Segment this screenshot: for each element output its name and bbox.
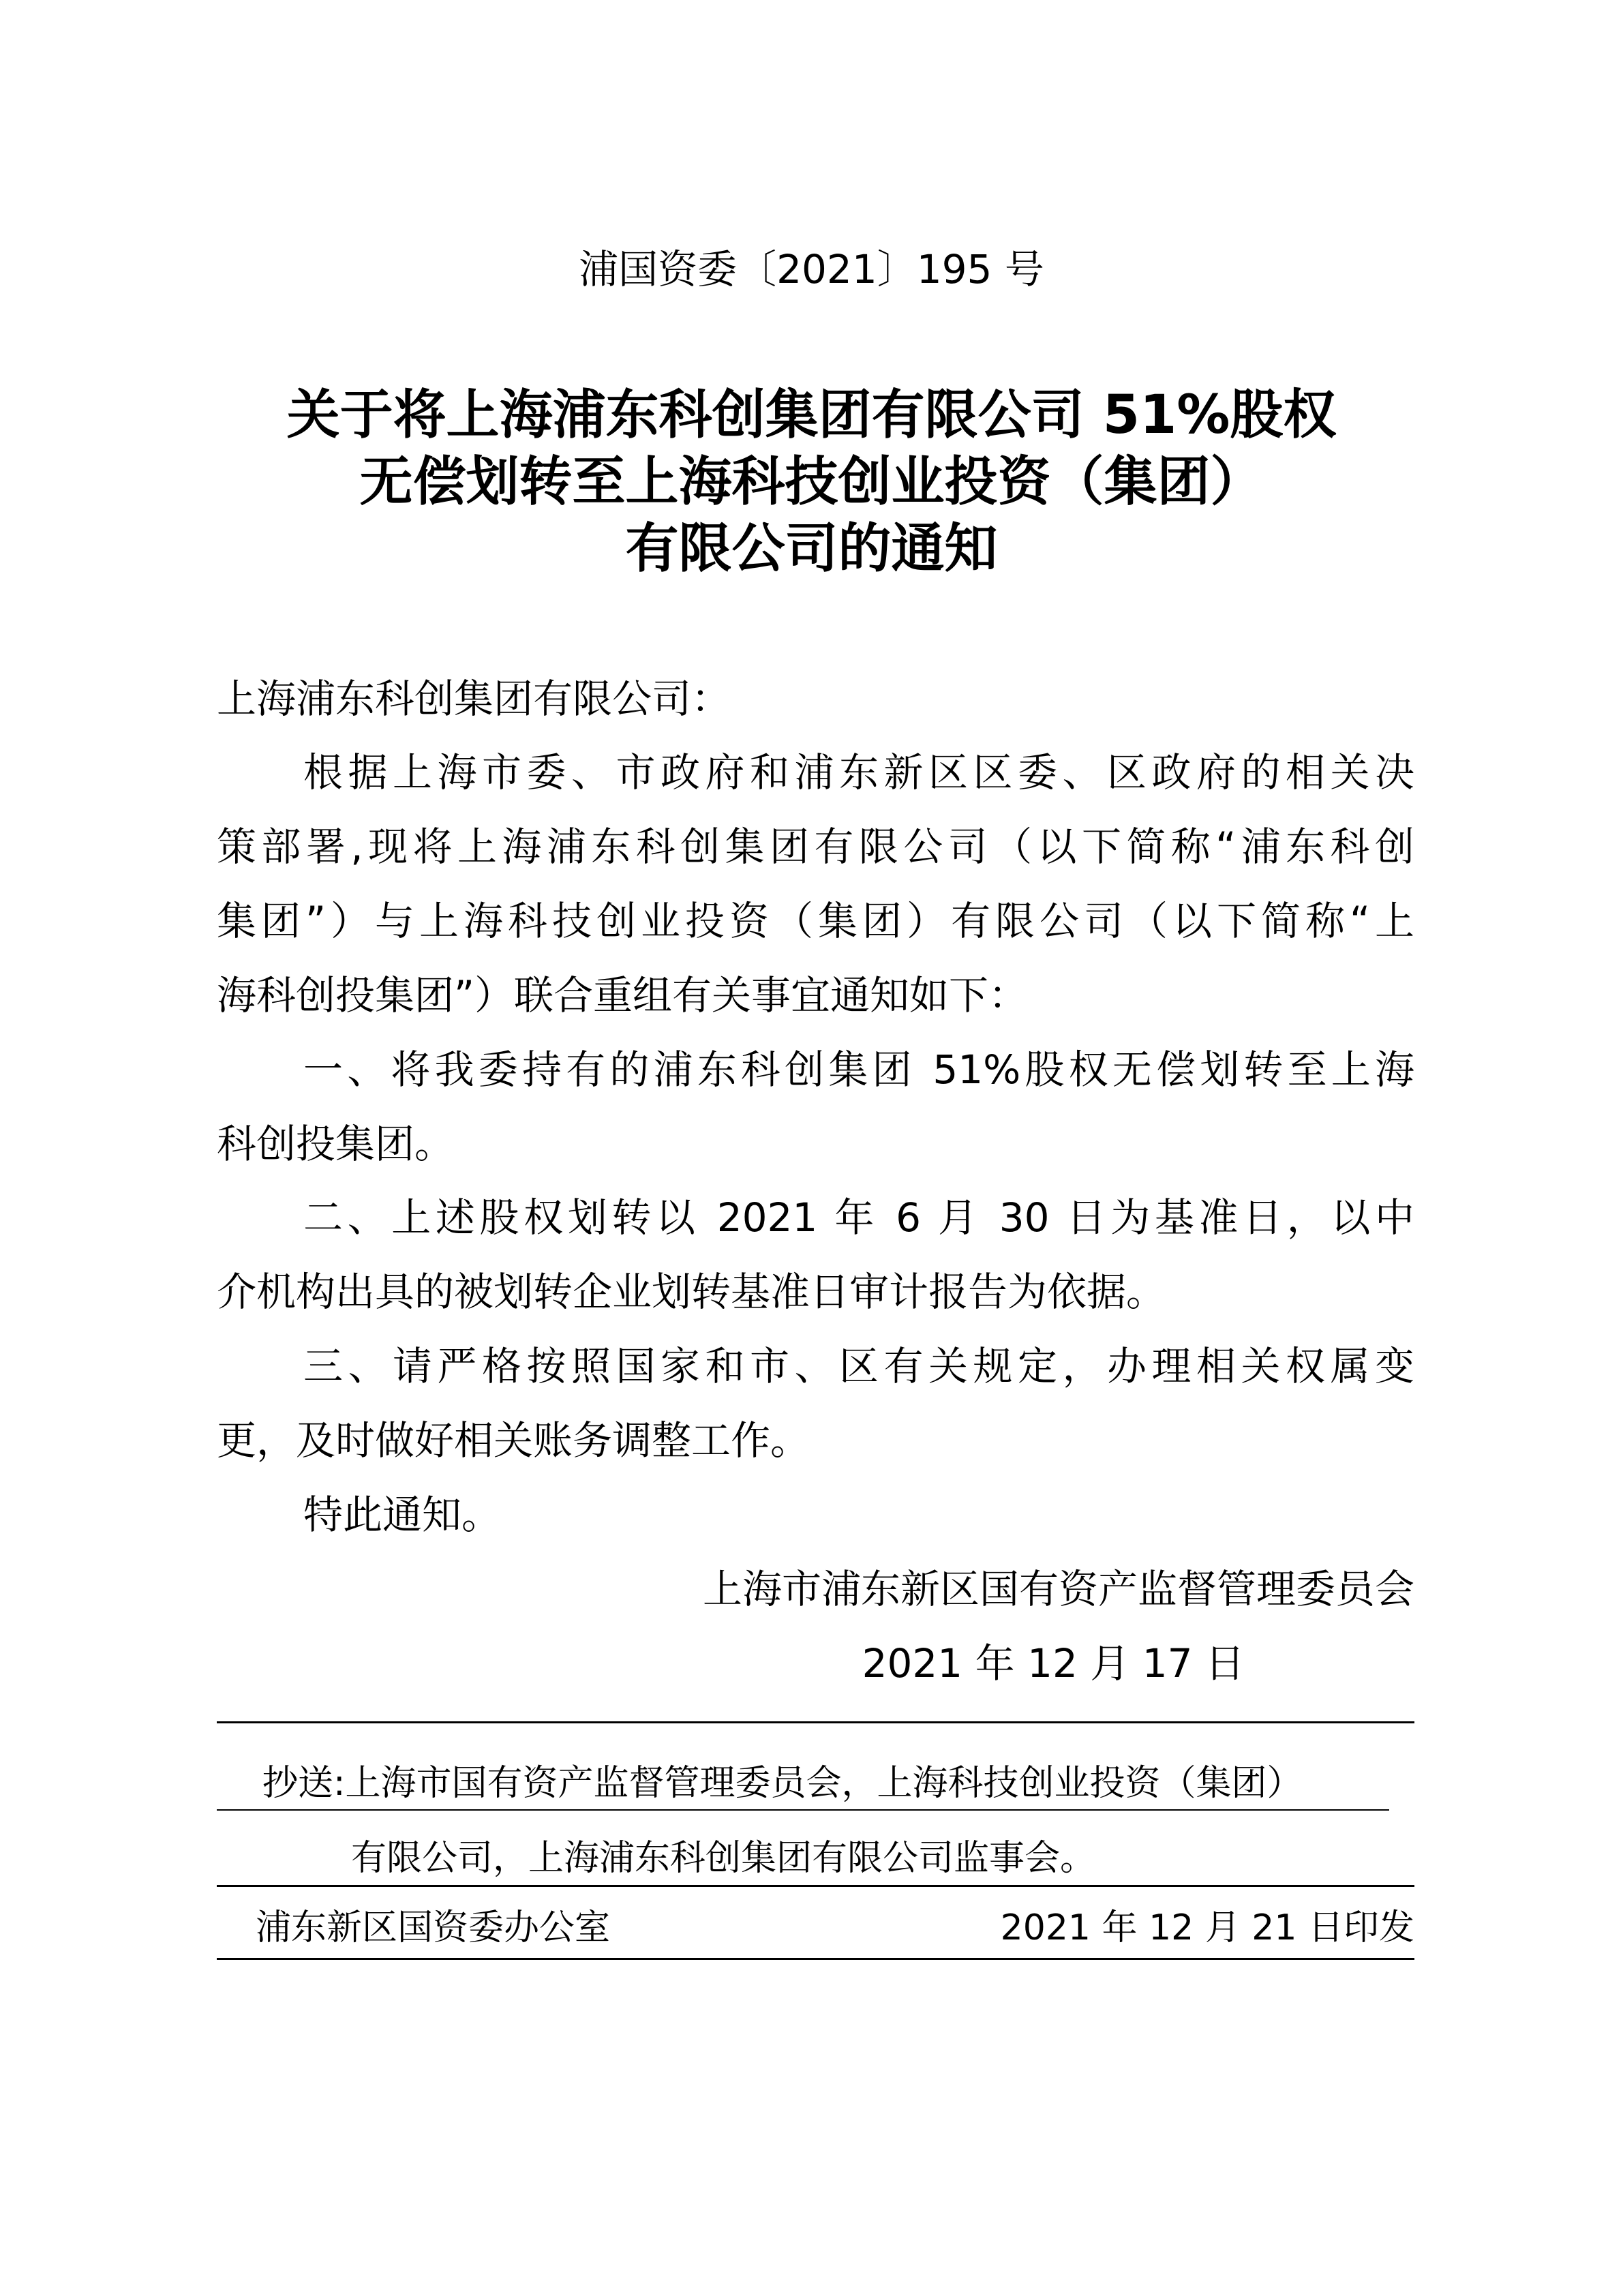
- signature-organization: 上海市浦东新区国有资产监督管理委员会: [702, 1566, 1414, 1612]
- body-line-7: 二、上述股权划转以 2021 年 6 月 30 日为基准日，以中: [303, 1194, 1414, 1241]
- signature-date: 2021 年 12 月 17 日: [862, 1640, 1245, 1687]
- document-title: [0, 382, 1623, 582]
- body-line-3: 集团”）与上海科技创业投资（集团）有限公司（以下简称“上: [217, 898, 1414, 944]
- title-line-1: 关于将上海浦东科创集团有限公司 51%股权: [286, 384, 1337, 446]
- body-line-2: 策部署,现将上海浦东科创集团有限公司（以下简称“浦东科创: [217, 824, 1414, 870]
- cc-line-1: 抄送:上海市国有资产监督管理委员会，上海科技创业投资（集团）: [262, 1763, 1303, 1804]
- body-line-6: 科创投集团。: [217, 1121, 455, 1167]
- salutation: 上海浦东科创集团有限公司：: [217, 676, 731, 722]
- issuer: 浦东新区国资委办公室: [256, 1907, 611, 1948]
- body-line-4: 海科创投集团”）联合重组有关事宜通知如下：: [217, 972, 1029, 1018]
- middle-divider: [217, 1885, 1414, 1887]
- cc-line-2: 有限公司，上海浦东科创集团有限公司监事会。: [351, 1838, 1096, 1879]
- body-line-10: 更，及时做好相关账务调整工作。: [217, 1417, 810, 1464]
- body-line-8: 介机构出具的被划转企业划转基准日审计报告为依据。: [217, 1269, 1166, 1315]
- document-number: 浦国资委〔2021〕195 号: [579, 246, 1044, 292]
- title-line-2: 无偿划转至上海科技创业投资（集团）: [359, 451, 1264, 513]
- cc-underline: [217, 1809, 1389, 1811]
- title-line-3: 有限公司的通知: [625, 518, 998, 579]
- body-line-5: 一、将我委持有的浦东科创集团 51%股权无偿划转至上海: [303, 1046, 1414, 1093]
- top-divider: [217, 1721, 1414, 1723]
- body-line-11: 特此通知。: [303, 1492, 502, 1538]
- body-line-1: 根据上海市委、市政府和浦东新区区委、区政府的相关决: [303, 749, 1414, 796]
- issue-date: 2021 年 12 月 21 日印发: [1000, 1907, 1414, 1948]
- bottom-divider: [217, 1958, 1414, 1960]
- body-line-9: 三、请严格按照国家和市、区有关规定，办理相关权属变: [303, 1343, 1414, 1389]
